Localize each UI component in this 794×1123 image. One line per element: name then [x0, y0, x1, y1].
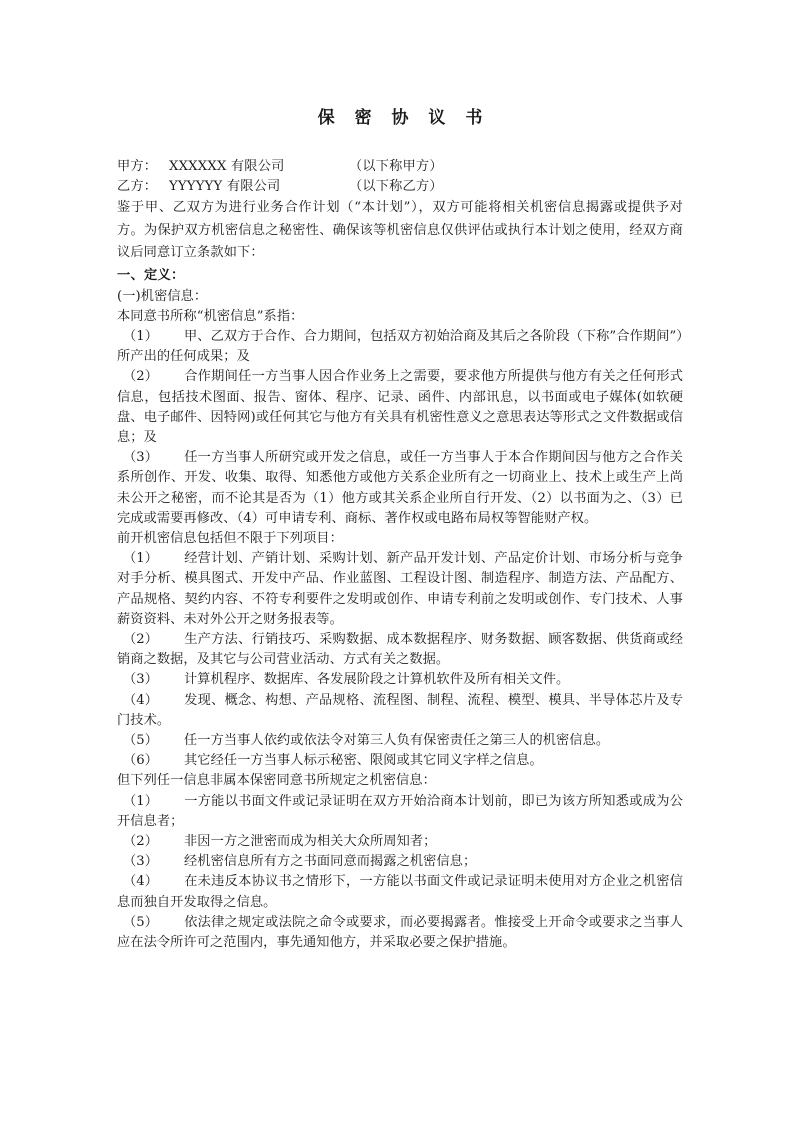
- party-row-a: [117, 157, 683, 177]
- inclusion-item: [117, 751, 683, 771]
- party-b-alias: （以下称乙方）: [349, 179, 443, 194]
- list-marker: （5）: [123, 914, 159, 930]
- party-a-label: 甲方：: [117, 159, 158, 174]
- list-marker: （3）: [123, 672, 159, 688]
- list-text: 发现、概念、构想、产品规格、流程图、制程、流程、模型、模具、半导体芯片及专门技术。: [117, 692, 683, 728]
- definition-intro: 本同意书所称“机密信息”系指：: [117, 308, 304, 324]
- inclusion-item: [117, 630, 683, 670]
- inclusion-item: [117, 731, 683, 751]
- list-marker: （2）: [123, 369, 159, 385]
- party-a-alias: （以下称甲方）: [349, 159, 443, 174]
- list-text: 其它经任一方当事人标示秘密、限阅或其它同义字样之信息。: [184, 753, 543, 769]
- list-marker: （3）: [123, 854, 159, 870]
- list-marker: （3）: [123, 450, 159, 466]
- definition-item: [117, 327, 683, 367]
- exclusion-item: [117, 872, 683, 912]
- subsection-heading-confidential-info: (一)机密信息：: [117, 288, 208, 304]
- exclusion-intro: 但下列任一信息非属本保密同意书所规定之机密信息：: [117, 773, 436, 789]
- list-text: 生产方法、行销技巧、采购数据、成本数据程序、财务数据、顾客数据、供货商或经销商之数据，及其它与公司营业活动、方式有关之数据。: [117, 631, 683, 668]
- list-marker: （1）: [123, 551, 159, 567]
- list-text: 一方能以书面文件或记录证明在双方开始洽商本计划前，即已为该方所知悉或成为公开信息者；: [117, 793, 683, 829]
- list-marker: （4）: [123, 692, 159, 708]
- inclusion-item: [117, 549, 683, 630]
- list-marker: （1）: [123, 793, 159, 809]
- list-text: 任一方当事人所研究或开发之信息，或任一方当事人于本合作期间因与他方之合作关系所创作、开发、收集、取得、知悉他方或他方关系企业所有之一切商业上、技术上或生产上尚未公开之秘密，而不论其是否为（1）他方或其关系企业所自行开发、（2）以书面为之、（3）已完成或需要再修改、（4）可申请专利、商标、著作权或电路布局权等智能财产权。: [117, 450, 683, 526]
- list-text: 计算机程序、数据库、各发展阶段之计算机软件及所有相关文件。: [184, 672, 570, 688]
- list-marker: （5）: [123, 732, 159, 748]
- list-marker: （2）: [123, 833, 159, 849]
- exclusion-item: [117, 852, 683, 872]
- preamble-paragraph: 鉴于甲、乙双方为进行业务合作计划（“本计划”），双方可能将相关机密信息揭露或提供予对方。为保护双方机密信息之秘密性、确保该等机密信息仅供评估或执行本计划之使用，经双方商议后同意订立条款如下：: [117, 200, 683, 260]
- inclusion-item: [117, 691, 683, 731]
- page-title: 保 密 协 议 书: [317, 108, 490, 128]
- definition-item: [117, 367, 683, 448]
- list-marker: （1）: [123, 328, 159, 344]
- exclusion-item: [117, 832, 683, 852]
- list-marker: （4）: [123, 874, 159, 890]
- list-marker: （2）: [123, 631, 159, 647]
- definition-item: [117, 448, 683, 529]
- list-text: 在未违反本协议书之情形下，一方能以书面文件或记录证明未使用对方企业之机密信息而独自开发取得之信息。: [117, 874, 683, 910]
- inclusion-intro: 前开机密信息包括但不限于下列项目：: [117, 530, 343, 546]
- exclusion-item: [117, 792, 683, 832]
- parties-block: [117, 157, 683, 197]
- exclusion-item: [117, 913, 683, 953]
- list-text: 依法律之规定或法院之命令或要求，而必要揭露者。惟接受上开命令或要求之当事人应在法令所许可之范围内，事先通知他方，并采取必要之保护措施。: [117, 914, 683, 950]
- inclusion-item: [117, 670, 683, 690]
- list-text: 经营计划、产销计划、采购计划、新产品开发计划、产品定价计划、市场分析与竞争对手分析、模具图式、开发中产品、作业蓝图、工程设计图、制造程序、制造方法、产品配方、产品规格、契约内容、不符专利要件之发明或创作、申请专利前之发明或创作、专门技术、人事薪资资料、未对外公开之财务报表等。: [117, 551, 683, 627]
- section-heading-definitions: 一、定义：: [117, 267, 185, 283]
- list-text: 非因一方之泄密而成为相关大众所周知者；: [184, 833, 437, 849]
- list-text: 甲、乙双方于合作、合力期间，包括双方初始洽商及其后之各阶段（下称”合作期间”）所产出的任何成果；及: [117, 328, 683, 365]
- list-text: 合作期间任一方当事人因合作业务上之需要，要求他方所提供与他方有关之任何形式信息，包括技术图面、报告、窗体、程序、记录、函件、内部讯息，以书面或电子媒体(如软硬盘、电子邮件、因特网)或任何其它与他方有关具有机密性意义之意思表达等形式之文件数据或信息；及: [117, 369, 683, 445]
- party-b-label: 乙方：: [117, 179, 158, 194]
- party-a-name: XXXXXX 有限公司: [169, 159, 285, 174]
- party-row-b: [117, 177, 683, 197]
- list-text: 经机密信息所有方之书面同意而揭露之机密信息；: [184, 854, 477, 870]
- party-b-name: YYYYYY 有限公司: [169, 179, 281, 194]
- list-marker: （6）: [123, 753, 159, 769]
- document-body: [117, 0, 683, 953]
- list-text: 任一方当事人依约或依法令对第三人负有保密责任之第三人的机密信息。: [184, 732, 610, 748]
